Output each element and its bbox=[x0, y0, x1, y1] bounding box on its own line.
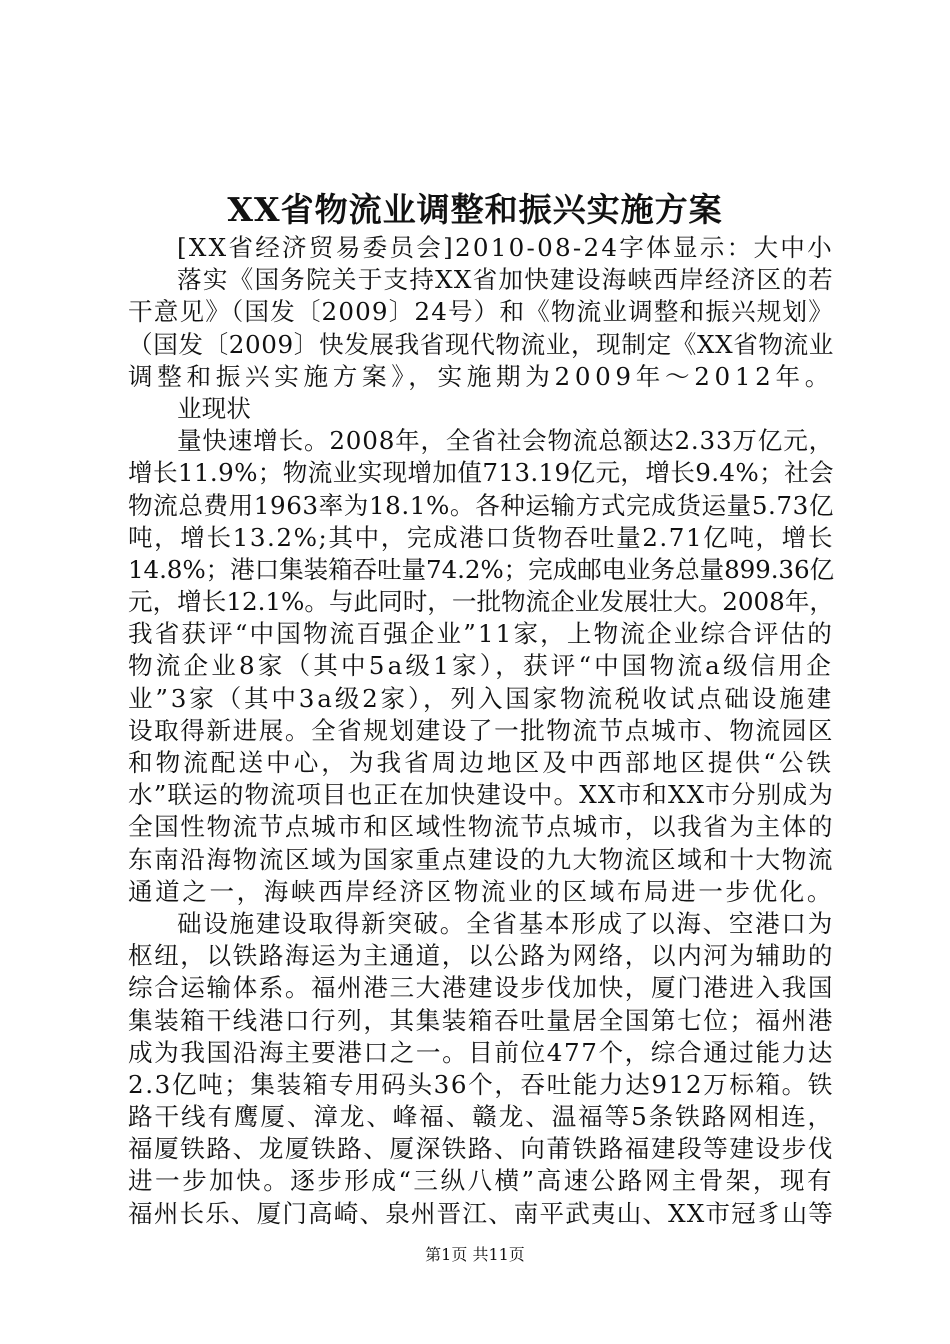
body-line: 落实《国务院关于支持XX省加快建设海峡西岸经济区的若 bbox=[177, 265, 834, 295]
body-line: 和物流配送中心，为我省周边地区及中西部地区提供“公铁 bbox=[128, 748, 834, 777]
body-line: 调整和振兴实施方案》，实施期为2009年～2012年。 bbox=[128, 361, 834, 391]
body-line: 通道之一，海峡西岸经济区物流业的区域布局进一步优化。 bbox=[128, 876, 834, 906]
body-line: 水”联运的物流项目也正在加快建设中。XX市和XX市分别成为 bbox=[128, 780, 834, 810]
document-title: XX省物流业调整和振兴实施方案 bbox=[227, 190, 723, 229]
body-line: 路干线有鹰厦、漳龙、峰福、赣龙、温福等5条铁路网相连， bbox=[128, 1102, 834, 1132]
body-line: 物流企业8家（其中5a级1家），获评“中国物流a级信用企 bbox=[128, 651, 834, 681]
document-body bbox=[128, 232, 834, 1230]
body-line: 我省获评“中国物流百强企业”11家，上物流企业综合评估的 bbox=[128, 619, 834, 649]
body-line: 成为我国沿海主要港口之一。目前位477个，综合通过能力达 bbox=[128, 1037, 834, 1067]
body-line: [XX省经济贸易委员会]2010-08-24字体显示：大中小 bbox=[177, 233, 834, 262]
body-line: 业现状 bbox=[177, 393, 251, 423]
body-line: 量快速增长。2008年，全省社会物流总额达2.33万亿元， bbox=[177, 426, 834, 456]
body-line: 设取得新进展。全省规划建设了一批物流节点城市、物流园区 bbox=[128, 715, 834, 745]
body-line: 础设施建设取得新突破。全省基本形成了以海、空港口为 bbox=[177, 908, 834, 938]
body-line: 全国性物流节点城市和区域性物流节点城市，以我省为主体的 bbox=[128, 812, 834, 842]
body-line: 2.3亿吨；集装箱专用码头36个，吞吐能力达912万标箱。铁 bbox=[128, 1069, 834, 1099]
body-line: 14.8%；港口集装箱吞吐量74.2%；完成邮电业务总量899.36亿 bbox=[128, 554, 834, 584]
body-line: 综合运输体系。福州港三大港建设步伐加快，厦门港进入我国 bbox=[128, 973, 834, 1003]
body-line: 东南沿海物流区域为国家重点建设的九大物流区域和十大物流 bbox=[128, 844, 834, 874]
body-line: （国发〔2009〕快发展我省现代物流业，现制定《XX省物流业 bbox=[128, 329, 834, 359]
body-line: 进一步加快。逐步形成“三纵八横”高速公路网主骨架，现有 bbox=[128, 1166, 834, 1196]
body-line: 枢纽，以铁路海运为主通道，以公路为网络，以内河为辅助的 bbox=[128, 941, 834, 971]
body-line: 业”3家（其中3a级2家），列入国家物流税收试点础设施建 bbox=[128, 683, 834, 713]
body-line: 集装箱干线港口行列，其集装箱吞吐量居全国第七位；福州港 bbox=[128, 1005, 834, 1035]
page-footer: 第1页 共11页 bbox=[425, 1245, 525, 1264]
body-line: 干意见》（国发〔2009〕24号）和《物流业调整和振兴规划》 bbox=[128, 297, 834, 327]
body-line: 福州长乐、厦门高崎、泉州晋江、南平武夷山、XX市冠豸山等 bbox=[128, 1198, 834, 1228]
body-line: 福厦铁路、龙厦铁路、厦深铁路、向莆铁路福建段等建设步伐 bbox=[128, 1134, 834, 1164]
body-line: 物流总费用1963率为18.1%。各种运输方式完成货运量5.73亿 bbox=[128, 490, 834, 520]
body-line: 增长11.9%；物流业实现增加值713.19亿元，增长9.4%；社会 bbox=[128, 458, 834, 488]
body-line: 元，增长12.1%。与此同时，一批物流企业发展壮大。2008年， bbox=[128, 587, 834, 617]
body-line: 吨，增长13.2%;其中，完成港口货物吞吐量2.71亿吨，增长 bbox=[128, 522, 834, 552]
